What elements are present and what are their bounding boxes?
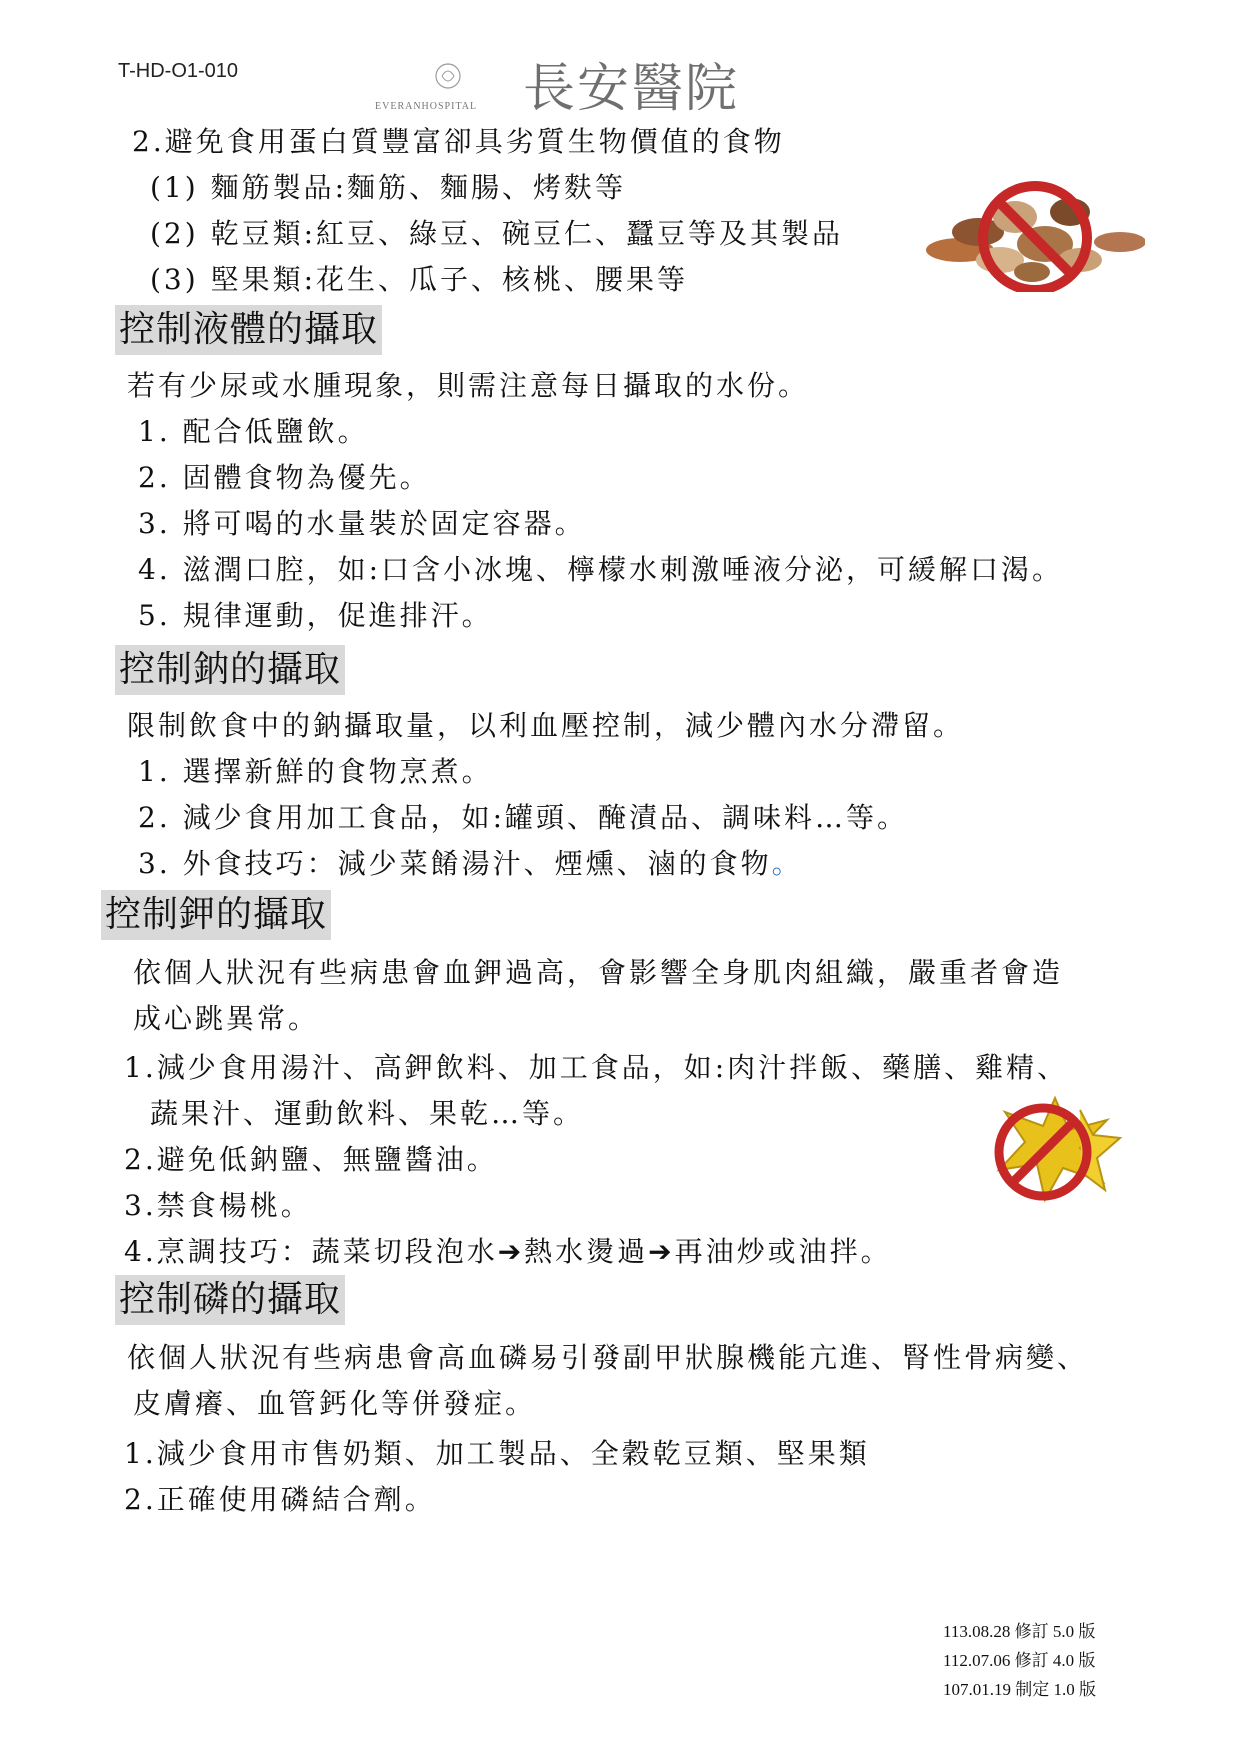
fluid-item-1: 1. 配合低鹽飲。 — [138, 415, 369, 448]
logo-emblem-icon — [433, 61, 463, 91]
fluid-description: 若有少尿或水腫現象，則需注意每日攝取的水份。 — [127, 369, 810, 402]
potassium-description-line-2: 成心跳異常。 — [133, 1002, 320, 1035]
sodium-item-1: 1. 選擇新鮮的食物烹煮。 — [138, 755, 493, 788]
protein-sub-item-2: (2) 乾豆類:紅豆、綠豆、碗豆仁、蠶豆等及其製品 — [150, 217, 843, 250]
revision-line-3: 107.01.19 制定 1.0 版 — [943, 1680, 1096, 1699]
potassium-item-1-line-1: 1.減少食用湯汁、高鉀飲料、加工食品，如:肉汁拌飯、藥膳、雞精、 — [124, 1051, 1069, 1084]
phosphorus-item-2: 2.正確使用磷結合劑。 — [124, 1483, 436, 1516]
protein-item-2: 2.避免食用蛋白質豐富卻具劣質生物價值的食物 — [132, 125, 785, 158]
logo-chinese-name: 長安醫院 — [523, 59, 740, 119]
section-title-fluid: 控制液體的攝取 — [115, 305, 382, 355]
no-nuts-icon — [920, 172, 1145, 292]
fluid-item-5: 5. 規律運動，促進排汗。 — [138, 599, 493, 632]
potassium-description-line-1: 依個人狀況有些病患會血鉀過高，會影響全身肌肉組織，嚴重者會造 — [133, 956, 1064, 989]
sodium-item-3-period: 。 — [771, 847, 803, 880]
section-title-phosphorus: 控制磷的攝取 — [115, 1275, 345, 1325]
protein-sub-item-1: (1) 麵筋製品:麵筋、麵腸、烤麩等 — [150, 171, 626, 204]
phosphorus-description-line-1: 依個人狀況有些病患會高血磷易引發副甲狀腺機能亢進、腎性骨病變、 — [127, 1341, 1089, 1374]
protein-sub-item-3: (3) 堅果類:花生、瓜子、核桃、腰果等 — [150, 263, 688, 296]
phosphorus-description-line-2: 皮膚癢、血管鈣化等併發症。 — [133, 1387, 537, 1420]
potassium-item-2: 2.避免低鈉鹽、無鹽醬油。 — [124, 1143, 498, 1176]
sodium-item-2: 2. 減少食用加工食品，如:罐頭、醃漬品、調味料…等。 — [138, 801, 909, 834]
document-code: T-HD-O1-010 — [118, 60, 239, 82]
potassium-item-3: 3.禁食楊桃。 — [124, 1189, 312, 1222]
revision-line-1: 113.08.28 修訂 5.0 版 — [943, 1622, 1096, 1641]
potassium-item-1-line-2: 蔬果汁、運動飲料、果乾…等。 — [150, 1097, 585, 1130]
revision-line-2: 112.07.06 修訂 4.0 版 — [943, 1651, 1096, 1670]
sodium-item-3 — [138, 846, 803, 882]
sodium-description: 限制飲食中的鈉攝取量，以利血壓控制，減少體內水分滯留。 — [127, 709, 965, 742]
section-title-sodium: 控制鈉的攝取 — [115, 645, 345, 695]
fluid-item-3: 3. 將可喝的水量裝於固定容器。 — [138, 507, 586, 540]
phosphorus-item-1: 1.減少食用市售奶類、加工製品、全穀乾豆類、堅果類 — [124, 1437, 870, 1470]
section-title-potassium: 控制鉀的攝取 — [101, 890, 331, 940]
hospital-logo — [375, 55, 795, 125]
no-starfruit-icon — [985, 1090, 1125, 1205]
sodium-item-3-text: 3. 外食技巧：減少菜餚湯汁、煙燻、滷的食物 — [138, 847, 772, 880]
logo-english-name: EVERANHOSPITAL — [375, 101, 478, 112]
fluid-item-4: 4. 滋潤口腔，如:口含小冰塊、檸檬水刺激唾液分泌，可緩解口渴。 — [138, 553, 1064, 586]
fluid-item-2: 2. 固體食物為優先。 — [138, 461, 431, 494]
potassium-item-4: 4.烹調技巧：蔬菜切段泡水➔熱水燙過➔再油炒或油拌。 — [124, 1235, 892, 1268]
